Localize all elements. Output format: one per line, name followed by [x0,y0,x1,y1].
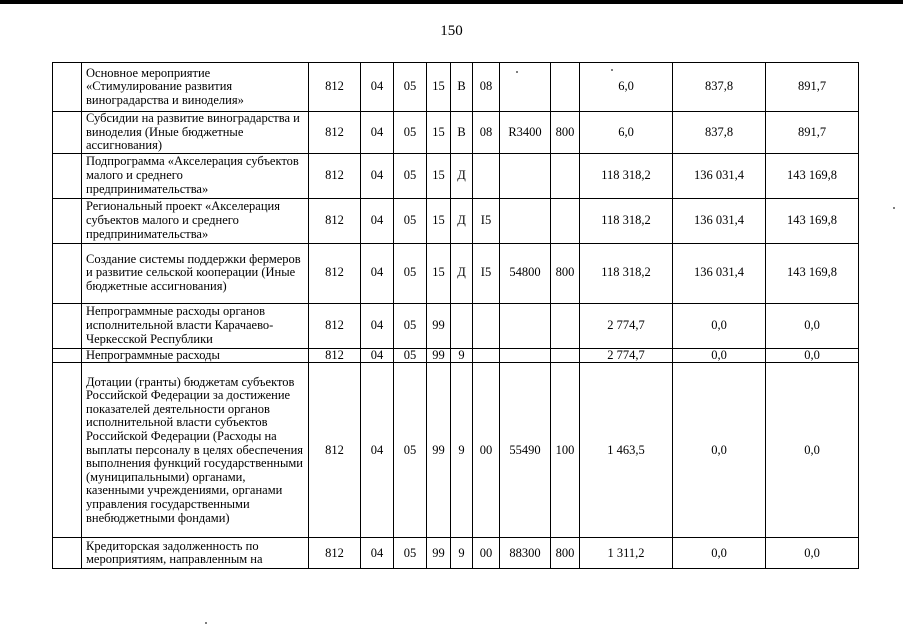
cell-c2: 04 [361,538,394,569]
cell-c6: 08 [473,112,500,154]
cell-c7 [500,63,551,112]
cell-c8 [551,153,580,198]
row-marker-cell [53,348,82,363]
cell-c8 [551,63,580,112]
cell-c7 [500,348,551,363]
cell-c3: 05 [394,243,427,303]
cell-c4: 15 [427,63,451,112]
scan-speck [516,71,518,73]
cell-c8: 800 [551,243,580,303]
cell-c6: 00 [473,538,500,569]
cell-c2: 04 [361,63,394,112]
budget-table [52,62,859,569]
cell-c5: Д [451,153,473,198]
cell-v1: 1 463,5 [580,363,673,538]
cell-c7: 88300 [500,538,551,569]
cell-c6: I5 [473,198,500,243]
cell-v1: 2 774,7 [580,348,673,363]
table-row [53,348,859,363]
row-marker-cell [53,243,82,303]
item-name-cell: Дотации (гранты) бюджетам субъектов Российской Федерации за достижение показателей деятельности органов исполнительной власти субъектов Российской Федерации (Расходы на выплаты персоналу в целях обеспечения выполнения функций государственными (муниципальными) органами, казенными учреждениями, органами управления государственными внебюджетными фондами) [82,363,309,538]
cell-c1: 812 [309,348,361,363]
cell-v1: 118 318,2 [580,153,673,198]
cell-v3: 0,0 [766,538,859,569]
cell-c5: 9 [451,348,473,363]
cell-v2: 136 031,4 [673,153,766,198]
table-row [53,303,859,348]
item-name-cell: Непрограммные расходы органов исполнительной власти Карачаево-Черкесской Республики [82,303,309,348]
cell-c2: 04 [361,112,394,154]
cell-c7: 55490 [500,363,551,538]
cell-c1: 812 [309,538,361,569]
cell-v2: 0,0 [673,538,766,569]
cell-c8: 800 [551,538,580,569]
scan-speck [893,207,895,209]
row-marker-cell [53,538,82,569]
cell-v1: 118 318,2 [580,198,673,243]
cell-v2: 0,0 [673,348,766,363]
scan-speck [611,69,613,71]
cell-c5: В [451,63,473,112]
row-marker-cell [53,63,82,112]
cell-c4: 15 [427,243,451,303]
cell-v3: 0,0 [766,348,859,363]
cell-c8 [551,348,580,363]
cell-c7 [500,198,551,243]
cell-c7 [500,303,551,348]
cell-c4: 99 [427,303,451,348]
cell-c6 [473,348,500,363]
table-row [53,153,859,198]
cell-c1: 812 [309,243,361,303]
cell-c3: 05 [394,112,427,154]
cell-c3: 05 [394,363,427,538]
cell-c5: 9 [451,538,473,569]
cell-c2: 04 [361,243,394,303]
item-name-cell: Создание системы поддержки фермеров и развитие сельской кооперации (Иные бюджетные ассигнования) [82,243,309,303]
cell-c7: R3400 [500,112,551,154]
row-marker-cell [53,303,82,348]
item-name-cell: Региональный проект «Акселерация субъектов малого и среднего предпринимательства» [82,198,309,243]
cell-c5: Д [451,198,473,243]
cell-v3: 891,7 [766,112,859,154]
top-border-line [0,0,903,4]
table-row [53,112,859,154]
cell-c3: 05 [394,303,427,348]
cell-v3: 0,0 [766,363,859,538]
cell-v3: 0,0 [766,303,859,348]
cell-v1: 2 774,7 [580,303,673,348]
cell-c3: 05 [394,198,427,243]
table-row [53,63,859,112]
cell-c2: 04 [361,198,394,243]
cell-c5 [451,303,473,348]
cell-c8 [551,198,580,243]
cell-c6: 00 [473,363,500,538]
cell-v3: 891,7 [766,63,859,112]
cell-c5: В [451,112,473,154]
cell-c6: 08 [473,63,500,112]
cell-v2: 136 031,4 [673,243,766,303]
cell-v3: 143 169,8 [766,153,859,198]
row-marker-cell [53,363,82,538]
table-body [53,63,859,569]
cell-v1: 6,0 [580,112,673,154]
cell-v1: 6,0 [580,63,673,112]
cell-c6 [473,303,500,348]
cell-v2: 0,0 [673,303,766,348]
row-marker-cell [53,153,82,198]
cell-v2: 837,8 [673,63,766,112]
cell-c4: 15 [427,112,451,154]
cell-c5: Д [451,243,473,303]
item-name-cell: Кредиторская задолженность по мероприятиям, направленным на [82,538,309,569]
cell-c4: 15 [427,198,451,243]
cell-c3: 05 [394,63,427,112]
cell-v2: 837,8 [673,112,766,154]
cell-c1: 812 [309,198,361,243]
scan-speck [205,622,207,624]
item-name-cell: Непрограммные расходы [82,348,309,363]
cell-c7 [500,153,551,198]
cell-v2: 0,0 [673,363,766,538]
cell-c1: 812 [309,63,361,112]
cell-c6 [473,153,500,198]
cell-c5: 9 [451,363,473,538]
cell-c2: 04 [361,153,394,198]
item-name-cell: Подпрограмма «Акселерация субъектов малого и среднего предпринимательства» [82,153,309,198]
cell-c4: 15 [427,153,451,198]
item-name-cell: Основное мероприятие «Стимулирование развития виноградарства и виноделия» [82,63,309,112]
cell-c3: 05 [394,348,427,363]
cell-c2: 04 [361,348,394,363]
cell-c2: 04 [361,363,394,538]
cell-c4: 99 [427,348,451,363]
cell-c2: 04 [361,303,394,348]
cell-v3: 143 169,8 [766,198,859,243]
cell-c4: 99 [427,538,451,569]
cell-c3: 05 [394,153,427,198]
table-row [53,538,859,569]
cell-v1: 118 318,2 [580,243,673,303]
cell-v3: 143 169,8 [766,243,859,303]
table-row [53,243,859,303]
cell-c3: 05 [394,538,427,569]
cell-c1: 812 [309,153,361,198]
cell-c6: I5 [473,243,500,303]
cell-c4: 99 [427,363,451,538]
page-number: 150 [440,23,463,39]
cell-c1: 812 [309,112,361,154]
cell-c7: 54800 [500,243,551,303]
cell-v1: 1 311,2 [580,538,673,569]
table-row [53,198,859,243]
cell-c1: 812 [309,363,361,538]
item-name-cell: Субсидии на развитие виноградарства и виноделия (Иные бюджетные ассигнования) [82,112,309,154]
table-row [53,363,859,538]
cell-c8 [551,303,580,348]
cell-c1: 812 [309,303,361,348]
cell-c8: 800 [551,112,580,154]
cell-c8: 100 [551,363,580,538]
row-marker-cell [53,198,82,243]
cell-v2: 136 031,4 [673,198,766,243]
row-marker-cell [53,112,82,154]
